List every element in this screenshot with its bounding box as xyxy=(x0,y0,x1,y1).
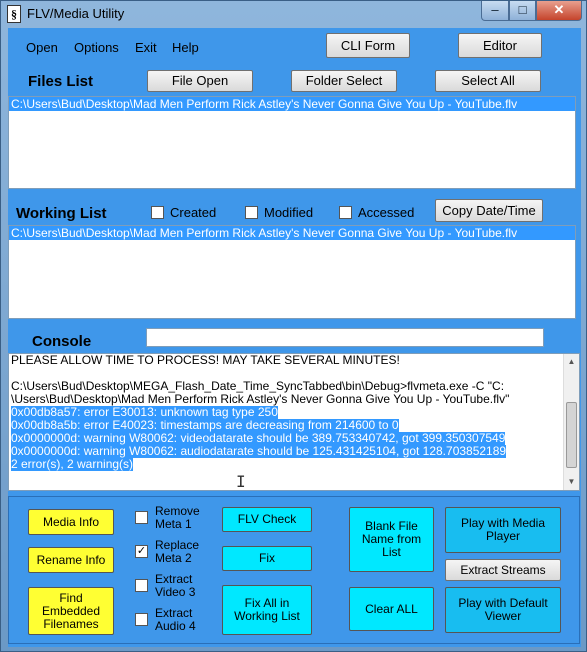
extract-audio-label: Extract Audio 4 xyxy=(155,606,196,633)
window-title: FLV/Media Utility xyxy=(27,6,125,21)
text-cursor-icon: I xyxy=(236,472,246,491)
list-item[interactable]: C:\Users\Bud\Desktop\Mad Men Perform Rick Astley's Never Gonna Give You Up - YouTube.flv xyxy=(9,97,575,111)
actions-panel xyxy=(8,496,580,644)
cli-form-button[interactable]: CLI Form xyxy=(326,33,410,58)
client-area xyxy=(8,28,581,647)
files-listbox[interactable] xyxy=(8,96,576,189)
rename-info-button[interactable]: Rename Info xyxy=(28,547,114,573)
checkbox-box xyxy=(245,206,258,219)
console-input[interactable] xyxy=(146,328,544,347)
working-listbox[interactable] xyxy=(8,225,576,319)
menu-options[interactable]: Options xyxy=(74,40,119,55)
console-line: C:\Users\Bud\Desktop\MEGA_Flash_Date_Time_SyncTabbed\bin\Debug>flvmeta.exe -C "C: xyxy=(11,379,505,393)
editor-button[interactable]: Editor xyxy=(458,33,542,58)
console-line: \Users\Bud\Desktop\Mad Men Perform Rick Astley's Never Gonna Give You Up - YouTube.flv" xyxy=(11,392,510,406)
menu-exit[interactable]: Exit xyxy=(135,40,157,55)
check-icon: ✓ xyxy=(136,545,147,557)
blank-file-name-button[interactable]: Blank File Name from List xyxy=(349,507,434,572)
list-item[interactable]: C:\Users\Bud\Desktop\Mad Men Perform Rick Astley's Never Gonna Give You Up - YouTube.flv xyxy=(9,226,575,240)
checkbox-box xyxy=(135,511,148,524)
copy-date-time-button[interactable]: Copy Date/Time xyxy=(435,199,543,222)
find-embedded-filenames-button[interactable]: Find Embedded Filenames xyxy=(28,587,114,635)
app-icon: § xyxy=(7,5,21,23)
flv-check-button[interactable]: FLV Check xyxy=(222,507,312,532)
remove-meta-label: Remove Meta 1 xyxy=(155,504,200,531)
close-button[interactable]: ✕ xyxy=(536,1,582,21)
modified-label: Modified xyxy=(264,205,314,220)
play-media-player-button[interactable]: Play with Media Player xyxy=(445,507,561,553)
menu-open[interactable]: Open xyxy=(26,40,58,55)
extract-streams-button[interactable]: Extract Streams xyxy=(445,559,561,581)
file-open-button[interactable]: File Open xyxy=(147,70,253,92)
scroll-thumb[interactable] xyxy=(566,402,577,468)
media-info-button[interactable]: Media Info xyxy=(28,509,114,535)
checkbox-box xyxy=(135,579,148,592)
scroll-up-icon[interactable]: ▲ xyxy=(567,357,576,366)
maximize-button[interactable]: □ xyxy=(509,1,536,21)
title-bar[interactable] xyxy=(1,1,586,27)
files-list-label: Files List xyxy=(28,73,94,90)
console-line-highlighted: 0x0000000d: warning W80062: audiodatarate should be 125.431425104, got 128.703852189 xyxy=(11,444,507,458)
checkbox-box xyxy=(151,206,164,219)
minimize-button[interactable]: – xyxy=(481,1,509,21)
console-scrollbar[interactable] xyxy=(563,354,579,490)
extract-video-label: Extract Video 3 xyxy=(155,572,196,599)
console-line-highlighted: 0x0000000d: warning W80062: videodatarate should be 389.753340742, got 399.350307549 xyxy=(11,431,506,445)
menu-help[interactable]: Help xyxy=(172,40,199,55)
clear-all-button[interactable]: Clear ALL xyxy=(349,587,434,631)
select-all-button[interactable]: Select All xyxy=(435,70,541,92)
folder-select-button[interactable]: Folder Select xyxy=(291,70,397,92)
modified-checkbox[interactable] xyxy=(245,205,313,220)
accessed-checkbox[interactable] xyxy=(339,205,414,220)
created-label: Created xyxy=(170,205,217,220)
checkbox-box xyxy=(135,613,148,626)
console-line-highlighted: 2 error(s), 2 warning(s) xyxy=(11,457,134,471)
play-default-viewer-button[interactable]: Play with Default Viewer xyxy=(445,587,561,633)
fix-button[interactable]: Fix xyxy=(222,546,312,571)
checkbox-box xyxy=(339,206,352,219)
working-list-label: Working List xyxy=(16,205,107,222)
console-line-highlighted: 0x00db8a5b: error E40023: timestamps are decreasing from 214600 to 0 xyxy=(11,418,399,432)
replace-meta-label: Replace Meta 2 xyxy=(155,538,200,565)
fix-all-button[interactable]: Fix All in Working List xyxy=(222,585,312,635)
accessed-label: Accessed xyxy=(358,205,415,220)
console-line: PLEASE ALLOW TIME TO PROCESS! MAY TAKE SEVERAL MINUTES! xyxy=(11,353,400,367)
console-label: Console xyxy=(32,333,92,350)
created-checkbox[interactable] xyxy=(151,205,216,220)
scroll-down-icon[interactable]: ▼ xyxy=(567,477,576,486)
console-line-highlighted: 0x00db8a57: error E30013: unknown tag type 250 xyxy=(11,405,278,419)
console-output[interactable] xyxy=(8,353,580,491)
